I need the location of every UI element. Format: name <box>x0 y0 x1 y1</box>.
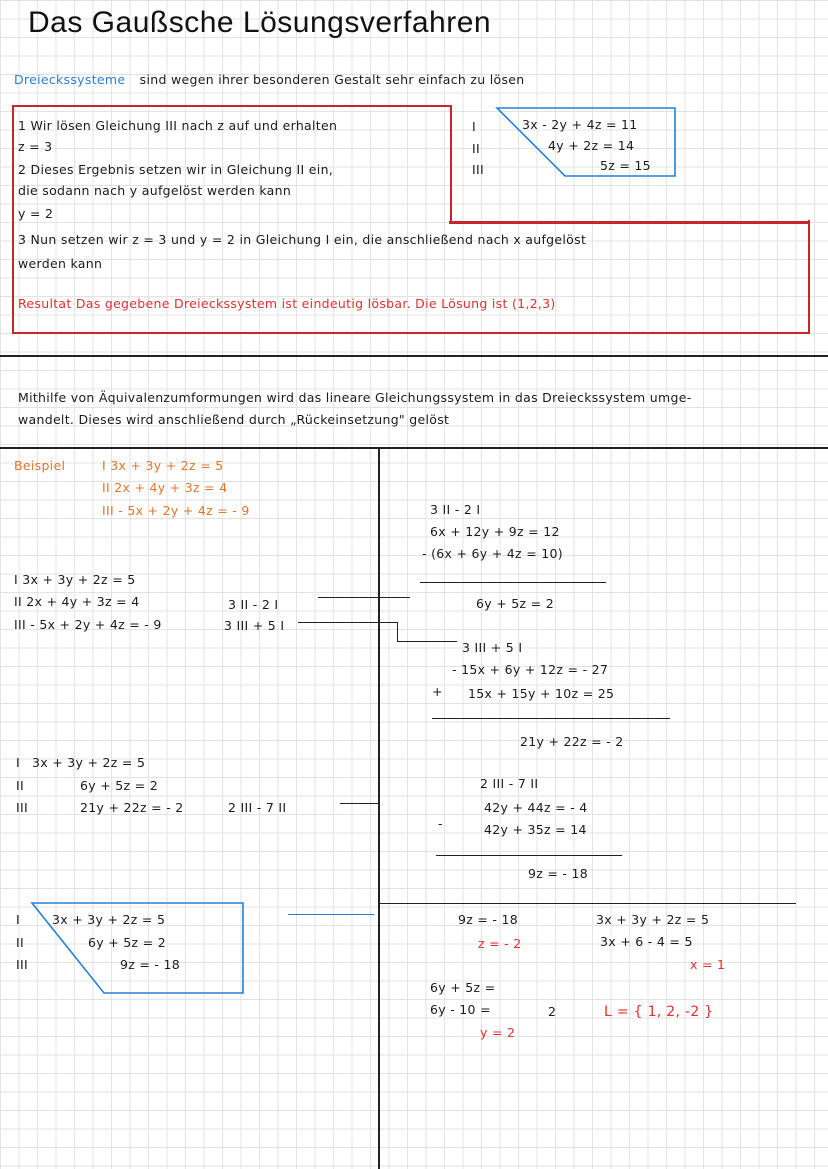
solve-y-line-2-rhs: 2 <box>548 1004 557 1019</box>
example-vertical-divider <box>378 448 380 1169</box>
calc1-header: 3 II - 2 I <box>430 502 481 517</box>
calc3-header: 2 III - 7 II <box>480 776 539 791</box>
calc2-underline <box>432 718 670 719</box>
step-2: 2 Dieses Ergebnis setzen wir in Gleichung II ein, <box>18 162 334 177</box>
sys3-label-2: II <box>16 935 24 950</box>
example-right-divider <box>380 903 796 904</box>
sys2-row-3: 21y + 22z = - 2 <box>80 800 184 815</box>
calc1-line-2: - (6x + 6y + 4z = 10) <box>422 546 563 561</box>
sys3-row-1: 3x + 3y + 2z = 5 <box>52 912 166 927</box>
example-label: Beispiel <box>14 458 66 473</box>
solve-y-line-1: 6y + 5z = <box>430 980 496 995</box>
solve-y-line-2: 6y - 10 = <box>430 1002 491 1017</box>
example-eq-3: III - 5x + 2y + 4z = - 9 <box>102 503 250 518</box>
sys1-row-3: III - 5x + 2y + 4z = - 9 <box>14 617 162 632</box>
sys1-op-1: 3 II - 2 I <box>228 597 279 612</box>
sys1-row-2: II 2x + 4y + 3z = 4 <box>14 594 140 609</box>
calc1-result: 6y + 5z = 2 <box>476 596 554 611</box>
intro-line <box>14 72 525 87</box>
intro-term: Dreieckssysteme <box>14 72 126 87</box>
solution-set: L = { 1, 2, -2 } <box>604 1004 714 1020</box>
step-1-result: z = 3 <box>18 139 53 154</box>
calc3-underline <box>436 855 622 856</box>
sys2-label-2: II <box>16 778 24 793</box>
tri-eq-1: 3x - 2y + 4z = 11 <box>522 117 638 132</box>
tri-eq-3: 5z = 15 <box>600 158 651 173</box>
sys3-row-2: 6y + 5z = 2 <box>88 935 166 950</box>
tri-label-3: III <box>472 162 484 177</box>
step-2-result: y = 2 <box>18 206 54 221</box>
sys3-row-3: 9z = - 18 <box>120 957 181 972</box>
sys2-arrow <box>340 803 378 804</box>
result-line: Resultat Das gegebene Dreieckssystem ist eindeutig lösbar. Die Lösung ist (1,2,3) <box>18 296 556 311</box>
tri-eq-2: 4y + 2z = 14 <box>548 138 635 153</box>
box-connector <box>449 221 810 224</box>
example-top-divider <box>0 447 828 449</box>
method-line-2: wandelt. Dieses wird anschließend durch „Rückeinsetzung" gelöst <box>18 412 450 427</box>
calc3-line-2: 42y + 35z = 14 <box>484 822 587 837</box>
sys2-op: 2 III - 7 II <box>228 800 287 815</box>
calc2-result: 21y + 22z = - 2 <box>520 734 624 749</box>
calc3-line-1: 42y + 44z = - 4 <box>484 800 588 815</box>
calc2-line-1: - 15x + 6y + 12z = - 27 <box>452 662 609 677</box>
solve-x-line-3: x = 1 <box>690 957 726 972</box>
intro-rest: sind wegen ihrer besonderen Gestalt sehr einfach zu lösen <box>139 72 525 87</box>
tri-label-1: I <box>472 119 476 134</box>
solve-z-line-1: 9z = - 18 <box>458 912 519 927</box>
sys1-arrow-2-right <box>397 641 457 642</box>
sys2-row-2: 6y + 5z = 2 <box>80 778 158 793</box>
step-1: 1 Wir lösen Gleichung III nach z auf und erhalten <box>18 118 338 133</box>
method-line-1: Mithilfe von Äquivalenzumformungen wird das lineare Gleichungssystem in das Dreieckssystem umge- <box>18 390 692 405</box>
solve-x-line-1: 3x + 3y + 2z = 5 <box>596 912 710 927</box>
solve-y-line-3: y = 2 <box>480 1025 516 1040</box>
calc1-line-1: 6x + 12y + 9z = 12 <box>430 524 560 539</box>
sys2-label-3: III <box>16 800 28 815</box>
sys3-connector <box>288 914 374 915</box>
page-title: Das Gaußsche Lösungsverfahren <box>28 6 492 39</box>
tri-label-2: II <box>472 141 480 156</box>
sys1-arrow-2-down <box>397 622 398 642</box>
solve-x-line-2: 3x + 6 - 4 = 5 <box>600 934 693 949</box>
example-eq-1: I 3x + 3y + 2z = 5 <box>102 458 224 473</box>
sys3-label-1: I <box>16 912 20 927</box>
sys2-row-1: 3x + 3y + 2z = 5 <box>32 755 146 770</box>
sys2-label-1: I <box>16 755 20 770</box>
sys1-op-2: 3 III + 5 I <box>224 618 285 633</box>
calc2-line-2: 15x + 15y + 10z = 25 <box>468 686 615 701</box>
sys1-arrow-2 <box>298 622 398 623</box>
example-eq-2: II 2x + 4y + 3z = 4 <box>102 480 228 495</box>
sys3-label-3: III <box>16 957 28 972</box>
step-3-cont: werden kann <box>18 256 103 271</box>
step-2-cont: die sodann nach y aufgelöst werden kann <box>18 183 292 198</box>
solve-z-line-2: z = - 2 <box>478 936 522 951</box>
sys1-row-1: I 3x + 3y + 2z = 5 <box>14 572 136 587</box>
sys1-arrow-1 <box>318 597 410 598</box>
calc3-result: 9z = - 18 <box>528 866 589 881</box>
calc2-header: 3 III + 5 I <box>462 640 523 655</box>
calc3-minus: - <box>438 816 443 831</box>
calc2-plus: + <box>432 684 443 699</box>
step-3: 3 Nun setzen wir z = 3 und y = 2 in Gleichung I ein, die anschließend nach x aufgelöst <box>18 232 587 247</box>
calc1-underline <box>420 582 606 583</box>
section-divider <box>0 355 828 357</box>
